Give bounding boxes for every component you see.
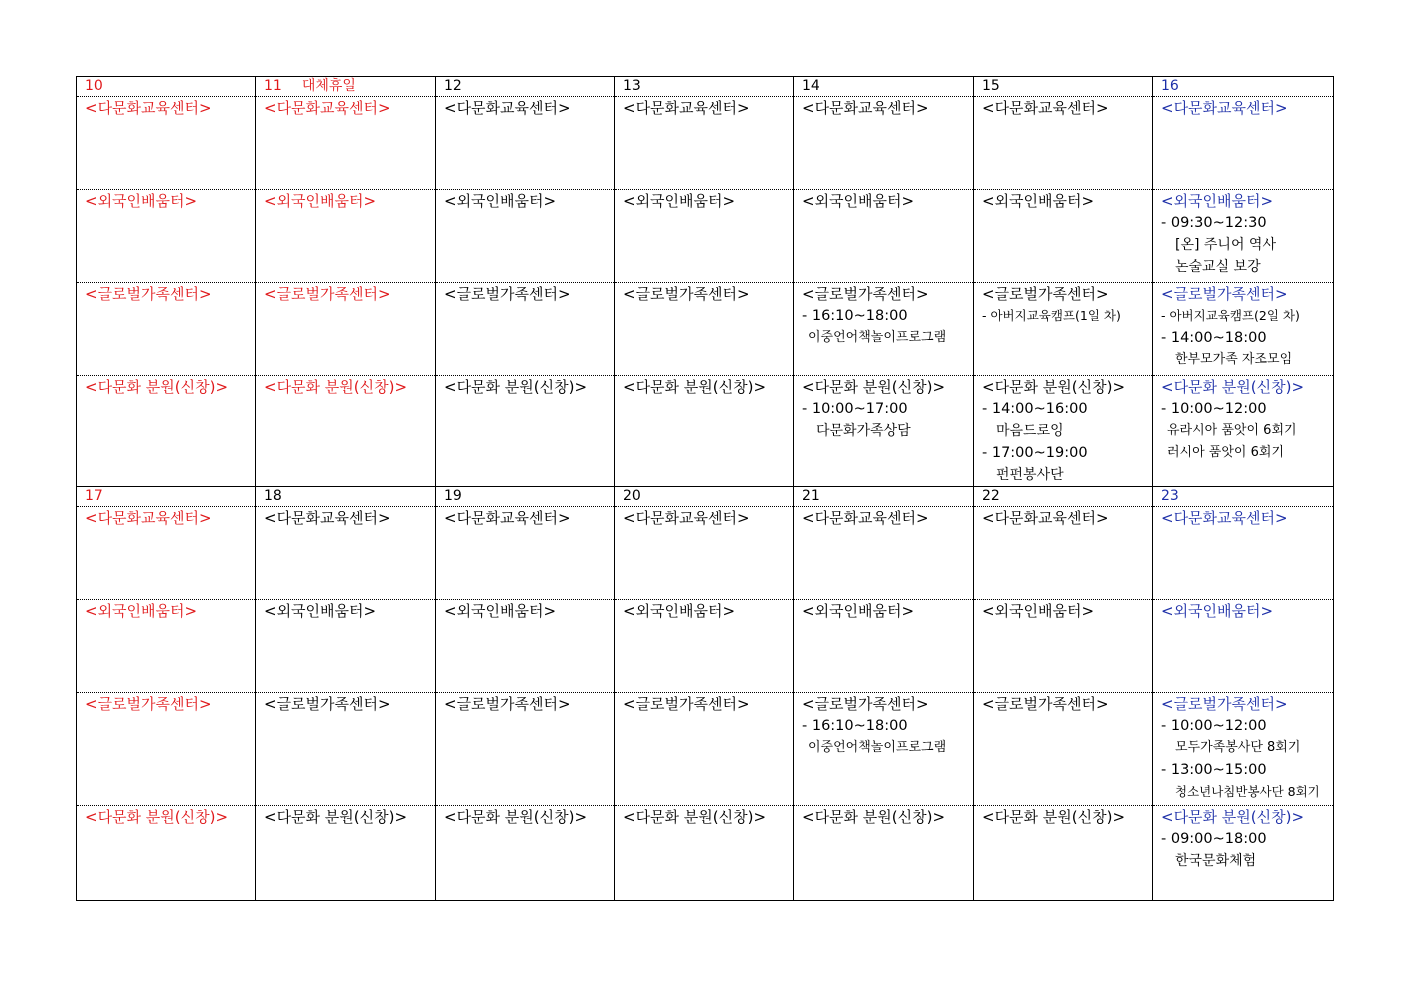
date-cell xyxy=(1153,77,1334,97)
day-cell xyxy=(794,693,974,806)
day-cell xyxy=(256,806,436,901)
day-cell xyxy=(1153,693,1334,806)
date-number: 14 xyxy=(802,78,820,94)
section-title: <다문화교육센터> xyxy=(802,99,929,117)
week-1-section-4 xyxy=(77,376,1334,487)
section-title: <다문화 분원(신창)> xyxy=(85,378,229,396)
section-title: <다문화교육센터> xyxy=(444,509,571,527)
date-cell xyxy=(256,487,436,507)
section-title: <글로벌가족센터> xyxy=(85,285,212,303)
section-title: <다문화교육센터> xyxy=(264,509,391,527)
section-title: <다문화교육센터> xyxy=(802,509,929,527)
section-title: <다문화 분원(신창)> xyxy=(444,808,588,826)
event-desc: 이중언어책놀이프로그램 xyxy=(808,740,947,755)
section-title: <다문화교육센터> xyxy=(623,99,750,117)
event-time: - 16:10~18:00 xyxy=(802,308,908,324)
section-title: <글로벌가족센터> xyxy=(444,285,571,303)
week-1-section-1 xyxy=(77,97,1334,190)
event-time: - 09:30~12:30 xyxy=(1161,215,1267,231)
date-cell xyxy=(77,487,256,507)
section-title: <글로벌가족센터> xyxy=(802,285,929,303)
day-cell xyxy=(1153,283,1334,376)
section-title: <다문화 분원(신창)> xyxy=(444,378,588,396)
day-cell xyxy=(1153,507,1334,600)
section-title: <다문화교육센터> xyxy=(1161,509,1288,527)
section-title: <외국인배움터> xyxy=(623,602,736,620)
day-cell xyxy=(794,507,974,600)
section-title: <다문화 분원(신창)> xyxy=(85,808,229,826)
week-2-date-row xyxy=(77,487,1334,507)
day-cell xyxy=(615,600,794,693)
day-cell xyxy=(974,376,1153,487)
section-title: <글로벌가족센터> xyxy=(1161,285,1288,303)
date-cell xyxy=(615,487,794,507)
day-cell xyxy=(77,693,256,806)
date-number: 11 xyxy=(264,78,282,94)
section-title: <글로벌가족센터> xyxy=(623,285,750,303)
week-1-section-2 xyxy=(77,190,1334,283)
week-2-section-2 xyxy=(77,600,1334,693)
event-desc: 한부모가족 자조모임 xyxy=(1175,352,1293,367)
day-cell xyxy=(256,507,436,600)
day-cell xyxy=(974,507,1153,600)
section-title: <글로벌가족센터> xyxy=(1161,695,1288,713)
day-cell xyxy=(615,376,794,487)
week-2-section-4 xyxy=(77,806,1334,901)
day-cell xyxy=(256,693,436,806)
date-cell xyxy=(436,487,615,507)
day-cell xyxy=(256,376,436,487)
section-title: <글로벌가족센터> xyxy=(85,695,212,713)
date-number: 17 xyxy=(85,488,103,504)
day-cell xyxy=(615,283,794,376)
section-title: <다문화교육센터> xyxy=(264,99,391,117)
date-cell xyxy=(77,77,256,97)
event-time: - 17:00~19:00 xyxy=(982,445,1088,461)
event-time: - 13:00~15:00 xyxy=(1161,762,1267,778)
day-cell xyxy=(794,600,974,693)
section-title: <다문화교육센터> xyxy=(1161,99,1288,117)
event-desc: 러시아 품앗이 6회기 xyxy=(1167,445,1284,460)
event-time: - 10:00~17:00 xyxy=(802,401,908,417)
date-number: 12 xyxy=(444,78,462,94)
event-desc: 유라시아 품앗이 6회기 xyxy=(1167,423,1297,438)
day-cell xyxy=(1153,806,1334,901)
day-cell xyxy=(256,190,436,283)
section-title: <외국인배움터> xyxy=(802,192,915,210)
section-title: <다문화교육센터> xyxy=(623,509,750,527)
section-title: <글로벌가족센터> xyxy=(982,695,1109,713)
day-cell xyxy=(436,693,615,806)
day-cell xyxy=(615,507,794,600)
week-2-section-3 xyxy=(77,693,1334,806)
day-cell xyxy=(77,283,256,376)
day-cell xyxy=(436,283,615,376)
event-time: - 10:00~12:00 xyxy=(1161,401,1267,417)
section-title: <다문화 분원(신창)> xyxy=(1161,378,1305,396)
section-title: <다문화 분원(신창)> xyxy=(623,378,767,396)
event-desc: 한국문화체험 xyxy=(1175,853,1257,869)
section-title: <다문화 분원(신창)> xyxy=(623,808,767,826)
day-cell xyxy=(794,190,974,283)
day-cell xyxy=(1153,376,1334,487)
section-title: <글로벌가족센터> xyxy=(444,695,571,713)
date-number: 20 xyxy=(623,488,641,504)
section-title: <다문화 분원(신창)> xyxy=(264,808,408,826)
event-time: - 09:00~18:00 xyxy=(1161,831,1267,847)
section-title: <외국인배움터> xyxy=(264,602,377,620)
event-desc: 논술교실 보강 xyxy=(1175,259,1261,275)
day-cell xyxy=(794,806,974,901)
day-cell xyxy=(974,693,1153,806)
event-desc: - 아버지교육캠프(2일 차) xyxy=(1161,308,1300,323)
section-title: <외국인배움터> xyxy=(1161,192,1274,210)
day-cell xyxy=(256,600,436,693)
event-time: - 14:00~18:00 xyxy=(1161,330,1267,346)
section-title: <다문화교육센터> xyxy=(444,99,571,117)
day-cell xyxy=(77,97,256,190)
date-cell xyxy=(974,77,1153,97)
day-cell xyxy=(974,97,1153,190)
day-cell xyxy=(794,376,974,487)
section-title: <다문화교육센터> xyxy=(85,99,212,117)
event-desc: 펀펀봉사단 xyxy=(996,467,1064,483)
day-cell xyxy=(77,507,256,600)
section-title: <외국인배움터> xyxy=(802,602,915,620)
section-title: <외국인배움터> xyxy=(982,602,1095,620)
section-title: <다문화 분원(신창)> xyxy=(802,808,946,826)
section-title: <다문화 분원(신창)> xyxy=(982,378,1126,396)
section-title: <외국인배움터> xyxy=(623,192,736,210)
day-cell xyxy=(615,190,794,283)
section-title: <외국인배움터> xyxy=(444,602,557,620)
date-cell xyxy=(794,77,974,97)
day-cell xyxy=(974,283,1153,376)
date-cell xyxy=(974,487,1153,507)
section-title: <글로벌가족센터> xyxy=(264,695,391,713)
day-cell xyxy=(436,376,615,487)
day-cell xyxy=(256,97,436,190)
day-cell xyxy=(615,97,794,190)
section-title: <다문화교육센터> xyxy=(982,509,1109,527)
section-title: <외국인배움터> xyxy=(1161,602,1274,620)
day-cell xyxy=(77,190,256,283)
week-1-section-3 xyxy=(77,283,1334,376)
date-number: 15 xyxy=(982,78,1000,94)
week-1-date-row xyxy=(77,77,1334,97)
date-number: 22 xyxy=(982,488,1000,504)
section-title: <다문화 분원(신창)> xyxy=(264,378,408,396)
day-cell xyxy=(1153,600,1334,693)
event-time: - 16:10~18:00 xyxy=(802,718,908,734)
day-cell xyxy=(974,806,1153,901)
day-cell xyxy=(1153,190,1334,283)
day-cell xyxy=(436,97,615,190)
event-desc: 청소년나침반봉사단 8회기 xyxy=(1175,784,1320,799)
day-cell xyxy=(77,376,256,487)
day-cell xyxy=(77,600,256,693)
event-desc: 이중언어책놀이프로그램 xyxy=(808,330,947,345)
section-title: <외국인배움터> xyxy=(85,602,198,620)
date-number: 18 xyxy=(264,488,282,504)
date-cell xyxy=(615,77,794,97)
day-cell xyxy=(256,283,436,376)
section-title: <글로벌가족센터> xyxy=(802,695,929,713)
day-cell xyxy=(974,600,1153,693)
date-cell xyxy=(436,77,615,97)
section-title: <외국인배움터> xyxy=(444,192,557,210)
calendar-table xyxy=(76,76,1334,901)
date-number: 19 xyxy=(444,488,462,504)
section-title: <다문화교육센터> xyxy=(85,509,212,527)
section-title: <다문화 분원(신창)> xyxy=(982,808,1126,826)
day-cell xyxy=(615,806,794,901)
day-cell xyxy=(974,190,1153,283)
section-title: <다문화교육센터> xyxy=(982,99,1109,117)
day-cell xyxy=(436,507,615,600)
day-cell xyxy=(436,806,615,901)
date-number: 21 xyxy=(802,488,820,504)
day-cell xyxy=(1153,97,1334,190)
section-title: <외국인배움터> xyxy=(982,192,1095,210)
section-title: <글로벌가족센터> xyxy=(264,285,391,303)
day-cell xyxy=(615,693,794,806)
date-number: 10 xyxy=(85,78,103,94)
section-title: <다문화 분원(신창)> xyxy=(1161,808,1305,826)
event-desc: 다문화가족상담 xyxy=(816,423,911,439)
event-desc: - 아버지교육캠프(1일 차) xyxy=(982,308,1121,323)
week-2-section-1 xyxy=(77,507,1334,600)
day-cell xyxy=(794,97,974,190)
event-time: - 10:00~12:00 xyxy=(1161,718,1267,734)
date-number: 23 xyxy=(1161,488,1179,504)
day-cell xyxy=(436,600,615,693)
event-time: - 14:00~16:00 xyxy=(982,401,1088,417)
day-cell xyxy=(77,806,256,901)
section-title: <외국인배움터> xyxy=(264,192,377,210)
holiday-label: 대체휴일 xyxy=(301,78,356,94)
day-cell xyxy=(436,190,615,283)
date-number: 16 xyxy=(1161,78,1179,94)
event-desc: [온] 주니어 역사 xyxy=(1175,237,1276,253)
section-title: <글로벌가족센터> xyxy=(982,285,1109,303)
section-title: <글로벌가족센터> xyxy=(623,695,750,713)
section-title: <다문화 분원(신창)> xyxy=(802,378,946,396)
event-desc: 모두가족봉사단 8회기 xyxy=(1175,740,1301,755)
date-cell xyxy=(794,487,974,507)
date-number: 13 xyxy=(623,78,641,94)
day-cell xyxy=(794,283,974,376)
event-desc: 마음드로잉 xyxy=(996,423,1064,439)
date-cell xyxy=(1153,487,1334,507)
section-title: <외국인배움터> xyxy=(85,192,198,210)
date-cell xyxy=(256,77,436,97)
